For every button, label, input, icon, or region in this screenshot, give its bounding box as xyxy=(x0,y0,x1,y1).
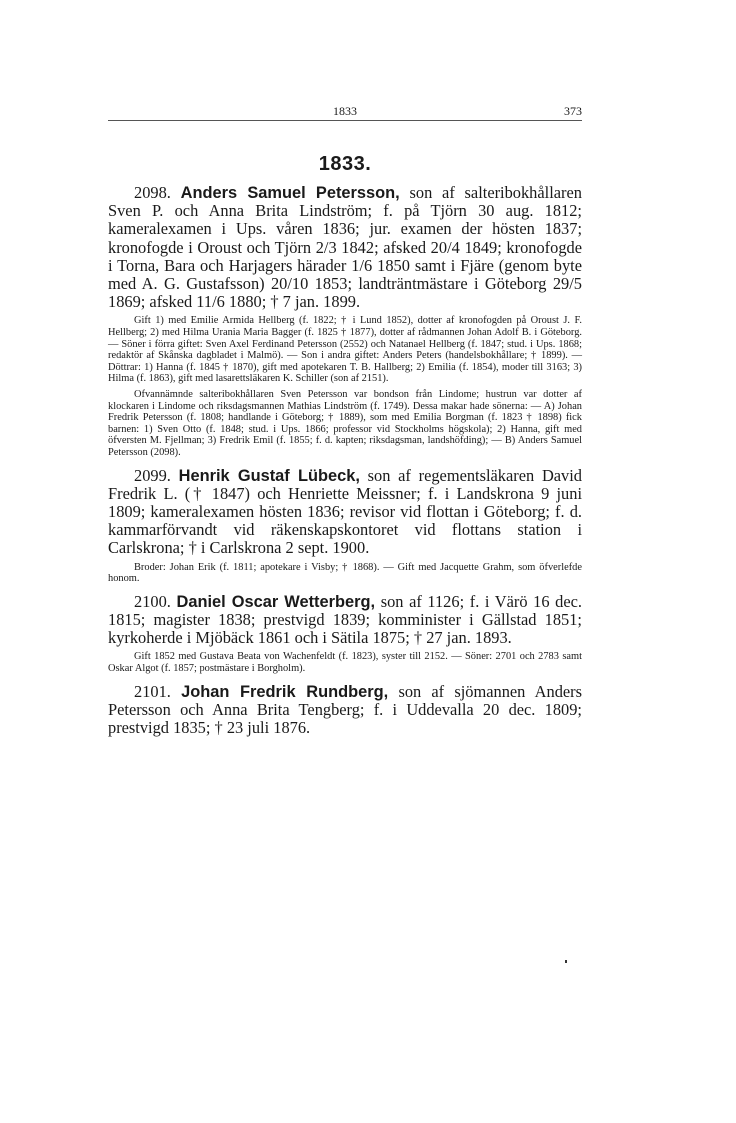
entry-text: son af salteribokhållaren Sven P. och Anna Brita Lindström; f. på Tjörn 30 aug. 1812; kameralexamen i Ups. våren 1836; jur. examen der hösten 1837; kronofogde i Oroust och Tjörn 2/3 1842; afsked 20/4 1849; kronofogde i Torna, Bara och Harjagers härader 1/6 1850 samt i Fjäre (genom byte med A. G. Gustafsson) 20/10 1853; landträntmästare i Göteborg 29/5 1869; afsked 11/6 1880; † 7 jan. 1899. xyxy=(108,183,582,312)
entry-number: 2098. xyxy=(134,183,171,202)
chapter-title: 1833. xyxy=(318,153,372,175)
entry-number: 2100. xyxy=(134,591,171,611)
entry-2100 xyxy=(108,593,582,648)
entry-2099 xyxy=(108,467,582,558)
entry-2098-note-1: Gift 1) med Emilie Armida Hellberg (f. 1822; † i Lund 1852), dotter af kronofogden på Oroust J. F. Hellberg; 2) med Hilma Urania Maria Bagger (f. 1825 † 1877), dotter af rådmannen Johan Adolf B. i Göteborg. — Söner i förra giftet: Sven Axel Ferdinand Petersson (2552) och Natanael Hellberg (f. 1847; stud. i Ups. 1868; redaktör af Skånska dagbladet i Malmö). — Son i andra giftet: Anders Peters (handelsbokhållare; † 1899). — Döttrar: 1) Hanna (f. 1845 † 1870), gift med apotekaren T. B. Hallberg; 2) Emilia (f. 1854), moder till 3163; 3) Hilma (f. 1863), gift med lasarettsläkaren K. Schiller (son af 2151). xyxy=(108,315,582,385)
header-year: 1833 xyxy=(333,104,357,118)
entry-text: son af sjömannen Anders Petersson och Anna Brita Tengberg; f. i Uddevalla 20 dec. 1809; prestvigd 1835; † 23 juli 1876. xyxy=(108,681,583,737)
entry-2100-note-1: Gift 1852 med Gustava Beata von Wachenfeldt (f. 1823), syster till 2152. — Söner: 2701 och 2783 samt Oskar Algot (f. 1857; postmästare i Borgholm). xyxy=(108,651,582,674)
page xyxy=(108,98,582,737)
entry-2098-note-2: Ofvannämnde salteribokhållaren Sven Petersson var bondson från Lindome; hustrun var dotter af klockaren i Lindome och riksdagsmannen Mathias Lindström (f. 1749). Dessa makar hade sönerna: — A) Johan Fredrik Petersson (f. 1808; handlande i Göteborg; † 1889), som med Emilia Borgman (f. 1823 † 1898) fick barnen: 1) Sven Otto (f. 1848; stud. i Ups. 1866; professor vid Stockholms högskola); 2) Hanna, gift med öfversten M. Fjellman; 3) Fredrik Emil (f. 1855; f. d. kapten; riksdagsman, landshöfding); — B) Anders Samuel Petersson (2098). xyxy=(108,388,582,458)
entry-text: son af regementsläkaren David Fredrik L. († 1847) och Henriette Meissner; f. i Landskrona 9 juni 1809; kameralexamen hösten 1836; revisor vid flottan i Göteborg; f. d. kammarförvandt vid räkenskapskontoret vid flottans station i Carlskrona; † i Carlskrona 2 sept. 1900. xyxy=(108,465,582,558)
entry-number: 2101. xyxy=(134,681,171,701)
entry-name: Johan Fredrik Rundberg, xyxy=(181,682,389,701)
entry-name: Anders Samuel Petersson, xyxy=(180,184,400,202)
entry-text: son af 1126; f. i Värö 16 dec. 1815; magister 1838; prestvigd 1839; komminister i Gällstad 1851; kyrkoherde i Mjöbäck 1861 och i Sätila 1875; † 27 jan. 1893. xyxy=(108,591,582,648)
entry-2101 xyxy=(108,683,582,738)
entry-2098 xyxy=(108,184,582,311)
entry-name: Daniel Oscar Wetterberg, xyxy=(176,592,376,611)
page-number: 373 xyxy=(564,104,582,118)
entry-name: Henrik Gustaf Lübeck, xyxy=(178,466,360,485)
entry-2099-note-1: Broder: Johan Erik (f. 1811; apotekare i Visby; † 1868). — Gift med Jacquette Grahm, som öfverlefde honom. xyxy=(108,561,582,585)
ink-speck xyxy=(565,960,567,963)
running-header xyxy=(108,98,582,121)
entry-number: 2099. xyxy=(134,465,171,485)
